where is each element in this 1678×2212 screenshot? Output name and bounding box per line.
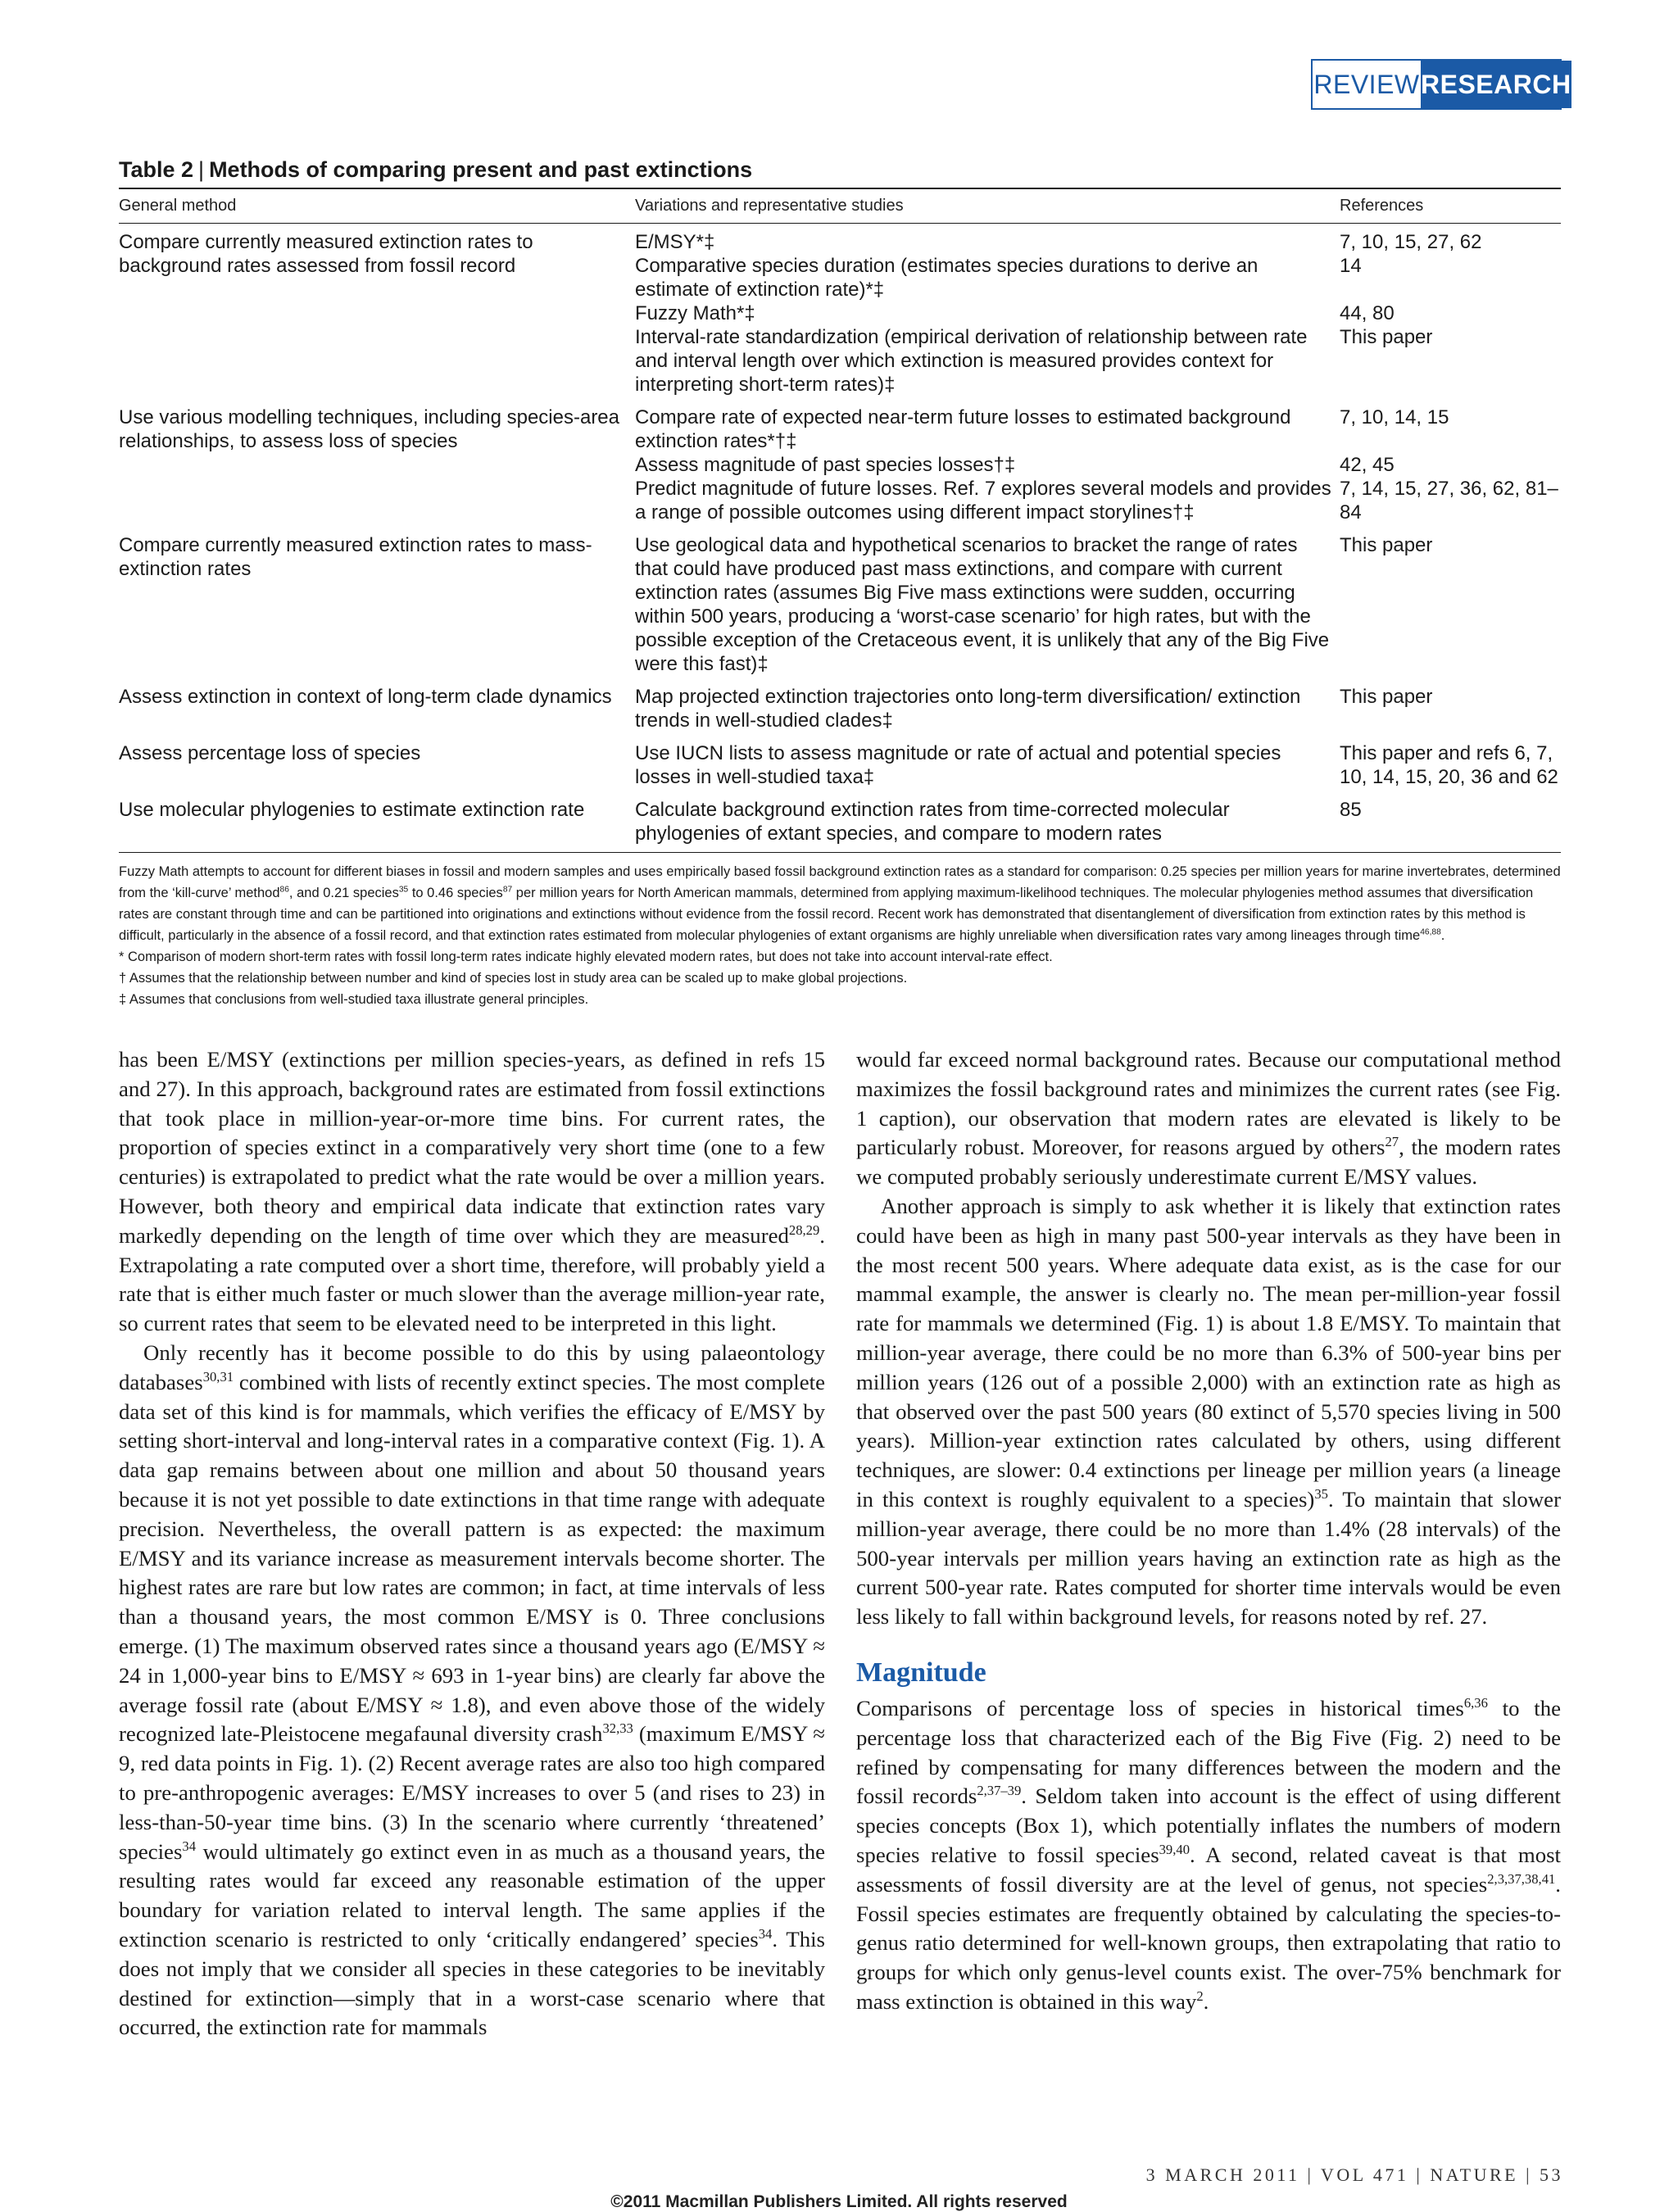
- table-row: [119, 676, 1561, 732]
- reference-cell: 44, 80: [1340, 302, 1395, 324]
- paragraph: Comparisons of percentage loss of species in historical times$^{6,36}$ to the percentage loss that characterized each of the Big Five (Fig. 2) need to be refined by compensating for many differences between the modern and the fossil records$^{2,37-39}$. Seldom taken into account is the effect of using different species concepts (Box 1), which potentially inflates the numbers of modern species relative to fossil species$^{39,40}$. A second, related caveat is that most assessments of fossil diversity are at the level of genus, not species$^{2,3,37,38,41}$. Fossil species estimates are frequently obtained by calculating the species-to-genus ratio determined for well-known groups, then extrapolating that ratio to groups for which only genus-level counts exist. The over-75% benchmark for mass extinction is obtained in this way$^2$.: [856, 1695, 1561, 2014]
- paragraph: Another approach is simply to ask whether it is likely that extinction rates could have been as high in many past 500-year intervals as they have been in the most recent 500 years. Where adequate data exist, as is the case for our mammal example, the answer is clearly no. The mean per-million-year fossil rate for mammals we determined (Fig. 1) is about 1.8 E/MSY. To maintain that million-year average, there could be no more than 6.3% of 500-year bins per million years (126 out of a possible 2,000) with an extinction rate as high as that observed over the past 500 years (80 extinct of 5,570 species living in 500 years). Million-year extinction rates calculated by others, using different techniques, are slower: 0.4 extinctions per lineage per million years (a lineage in this context is roughly equivalent to a species)$^{35}$. To maintain that slower million-year average, there could be no more than 1.4% (28 intervals) of the 500-year intervals per million years having an extinction rate as high as the current 500-year rate. Rates computed for shorter time intervals would be even less likely to fall within background levels, for reasons noted by ref. 27.: [856, 1193, 1562, 1630]
- variation-cell: Compare rate of expected near-term future losses to estimated background extinction rates*†‡: [635, 406, 1291, 452]
- reference-cell: This paper: [1340, 534, 1433, 556]
- table-note-ddagger: ‡ Assumes that conclusions from well-studied taxa illustrate general principles.: [119, 992, 589, 1007]
- reference-cell: This paper and refs 6, 7, 10, 14, 15, 20, 36 and 62: [1340, 742, 1558, 788]
- table-row: [119, 224, 1561, 255]
- section-heading: Magnitude: [856, 1657, 986, 1688]
- variation-cell: Use geological data and hypothetical scenarios to bracket the range of rates that could have produced past mass extinctions, and compare with current extinction rates (assumes Big Five mass extinctions were sudden, occurring within 500 years, producing a ‘worst-case scenario’ for high rates, but with the possible exception of the Cretaceous event, it is unlikely that any of the Big Five were this fast)‡: [635, 534, 1330, 675]
- table-note-main: Fuzzy Math attempts to account for different biases in fossil and modern samples and uses empirically based fossil background extinction rates as a standard for comparison: 0.25 species per million years for marine invertebrates, determined from the ‘kill-curve’ method$^{86}$, and 0.21 species$^{35}$ to 0.46 species$^{87}$ per million years for North American mammals, determined from applying maximum-likelihood techniques. The molecular phylogenies method assumes that diversification rates are constant through time and can be partitioned into originations and extinctions without evidence from the fossil record. Recent work has demonstrated that disentanglement of diversification from extinction rates by this method is difficult, particularly in the absence of a fossil record, and that extinction rates estimated from molecular phylogenies of extant organisms are highly unreliable when diversification rates vary among lineages through time$^{46,88}$.: [119, 864, 1561, 943]
- methods-table: [119, 189, 1561, 853]
- method-cell: Use molecular phylogenies to estimate extinction rate: [119, 789, 635, 853]
- paragraph: would far exceed normal background rates. Because our computational method maximizes the fossil background rates and minimizes the current rates (see Fig. 1 caption), our observation that modern rates are elevated is likely to be particularly robust. Moreover, for reasons argued by others$^{27}$, the modern rates we computed probably seriously underestimate current E/MSY values.: [856, 1047, 1561, 1190]
- table-2: [119, 157, 1561, 1010]
- col-header-references: References: [1340, 189, 1561, 224]
- table-note-dagger: † Assumes that the relationship between number and kind of species lost in study area can be scaled up to make global projections.: [119, 971, 908, 986]
- method-cell: Use various modelling techniques, including species-area relationships, to assess loss of species: [119, 406, 620, 452]
- table-title: Table 2 | Methods of comparing present and past extinctions: [119, 157, 753, 182]
- reference-cell: 14: [1340, 255, 1362, 277]
- col-header-variations: Variations and representative studies: [635, 189, 1340, 224]
- variation-cell: Use IUCN lists to assess magnitude or rate of actual and potential species losses in well-studied taxa‡: [635, 742, 1281, 788]
- table-row: [119, 789, 1561, 853]
- method-cell: Assess percentage loss of species: [119, 742, 421, 764]
- reference-cell: This paper: [1340, 686, 1433, 708]
- badge-research: RESEARCH: [1421, 61, 1571, 108]
- table-notes: [119, 861, 1561, 1010]
- body-column-left: [119, 1045, 825, 2042]
- reference-cell: 7, 14, 15, 27, 36, 62, 81–84: [1340, 478, 1558, 524]
- method-cell: Assess extinction in context of long-term clade dynamics: [119, 686, 612, 708]
- variation-cell: Calculate background extinction rates from time-corrected molecular phylogenies of extant species, and compare to modern rates: [635, 789, 1340, 853]
- table-note-star: * Comparison of modern short-term rates with fossil long-term rates indicate highly elevated modern rates, but does not take into account interval-rate effect.: [119, 950, 1053, 964]
- method-cell: Compare currently measured extinction rates to background rates assessed from fossil record: [119, 231, 533, 277]
- variation-cell: Comparative species duration (estimates species durations to derive an estimate of extinction rate)*‡: [635, 255, 1258, 301]
- table-title-text: Methods of comparing present and past extinctions: [209, 157, 753, 182]
- table-label: Table 2: [119, 157, 194, 182]
- copyright-notice: ©2011 Macmillan Publishers Limited. All rights reserved: [610, 2192, 1068, 2211]
- paragraph: has been E/MSY (extinctions per million species-years, as defined in refs 15 and 27). In this approach, background rates are estimated from fossil extinctions that took place in million-year-or-more time bins. For current rates, the proportion of species extinct in a comparatively very short time (one to a few centuries) is extrapolated to predict what the rate would be over a million years. However, both theory and empirical data indicate that extinction rates vary markedly depending on the length of time over which they are measured$^{28,29}$. Extrapolating a rate computed over a short time, therefore, will probably yield a rate that is either much faster or much slower than the average million-year rate, so current rates that seem to be elevated need to be interpreted in this light.: [119, 1047, 825, 1336]
- method-cell: Compare currently measured extinction rates to mass-extinction rates: [119, 534, 592, 580]
- col-header-method: General method: [119, 189, 635, 224]
- badge-review: REVIEW: [1313, 61, 1421, 108]
- reference-cell: 85: [1340, 789, 1561, 853]
- reference-cell: 42, 45: [1340, 454, 1395, 476]
- table-row: [119, 524, 1561, 676]
- table-row: [119, 397, 1561, 453]
- reference-cell: 7, 10, 14, 15: [1340, 406, 1449, 428]
- variation-cell: Predict magnitude of future losses. Ref. 7 explores several models and provides a range of possible outcomes using different impact storylines†‡: [635, 478, 1331, 524]
- reference-cell: 7, 10, 15, 27, 62: [1340, 231, 1482, 253]
- variation-cell: Fuzzy Math*‡: [635, 302, 755, 324]
- variation-cell: Assess magnitude of past species losses†‡: [635, 454, 1016, 476]
- paragraph: Only recently has it become possible to do this by using palaeontology databases$^{30,31}$ combined with lists of recently extinct species. The most complete data set of this kind is for mammals, which verifies the efficacy of E/MSY by setting short-interval and long-interval rates in a comparative context (Fig. 1). A data gap remains between about one million and about 50 thousand years because it is not yet possible to date extinctions in that time range with adequate precision. Nevertheless, the overall pattern is as expected: the maximum E/MSY and its variance increase as measurement intervals become shorter. The highest rates are rare but low rates are common; in fact, at time intervals of less than a thousand years, the most common E/MSY is 0. Three conclusions emerge. (1) The maximum observed rates since a thousand years ago (E/MSY ≈ 24 in 1,000-year bins to E/MSY ≈ 693 in 1-year bins) are clearly far above the average fossil rate (about E/MSY ≈ 1.8), and even above those of the widely recognized late-Pleistocene megafaunal diversity crash$^{32,33}$ (maximum E/MSY ≈ 9, red data points in Fig. 1). (2) Recent average rates are also too high compared to pre-anthropogenic averages: E/MSY increases to over 5 (and rises to 23) in less-than-50-year time bins. (3) In the scenario where currently ‘threatened’ species$^{34}$ would ultimately go extinct even in as much as a thousand years, the resulting rates would far exceed any reasonable estimation of the upper boundary for variation related to interval length. The same applies if the extinction scenario is restricted to only ‘critically endangered’ species$^{34}$. This does not imply that we consider all species in these categories to be inevitably destined for extinction—simply that in a worst-case scenario where that occurred, the extinction rate for mammals: [119, 1339, 826, 2040]
- body-column-right: [856, 1045, 1561, 2017]
- variation-cell: E/MSY*‡: [635, 231, 715, 253]
- variation-cell: Interval-rate standardization (empirical derivation of relationship between rate and interval length over which extinction is measured provides context for interpreting short-term rates)‡: [635, 326, 1308, 396]
- variation-cell: Map projected extinction trajectories onto long-term diversification/ extinction trends in well-studied clades‡: [635, 686, 1301, 732]
- table-row: [119, 732, 1561, 789]
- section-badge: [1311, 59, 1571, 110]
- reference-cell: This paper: [1340, 326, 1433, 348]
- page-footer-info: 3 MARCH 2011 | VOL 471 | NATURE | 53: [1145, 2164, 1563, 2185]
